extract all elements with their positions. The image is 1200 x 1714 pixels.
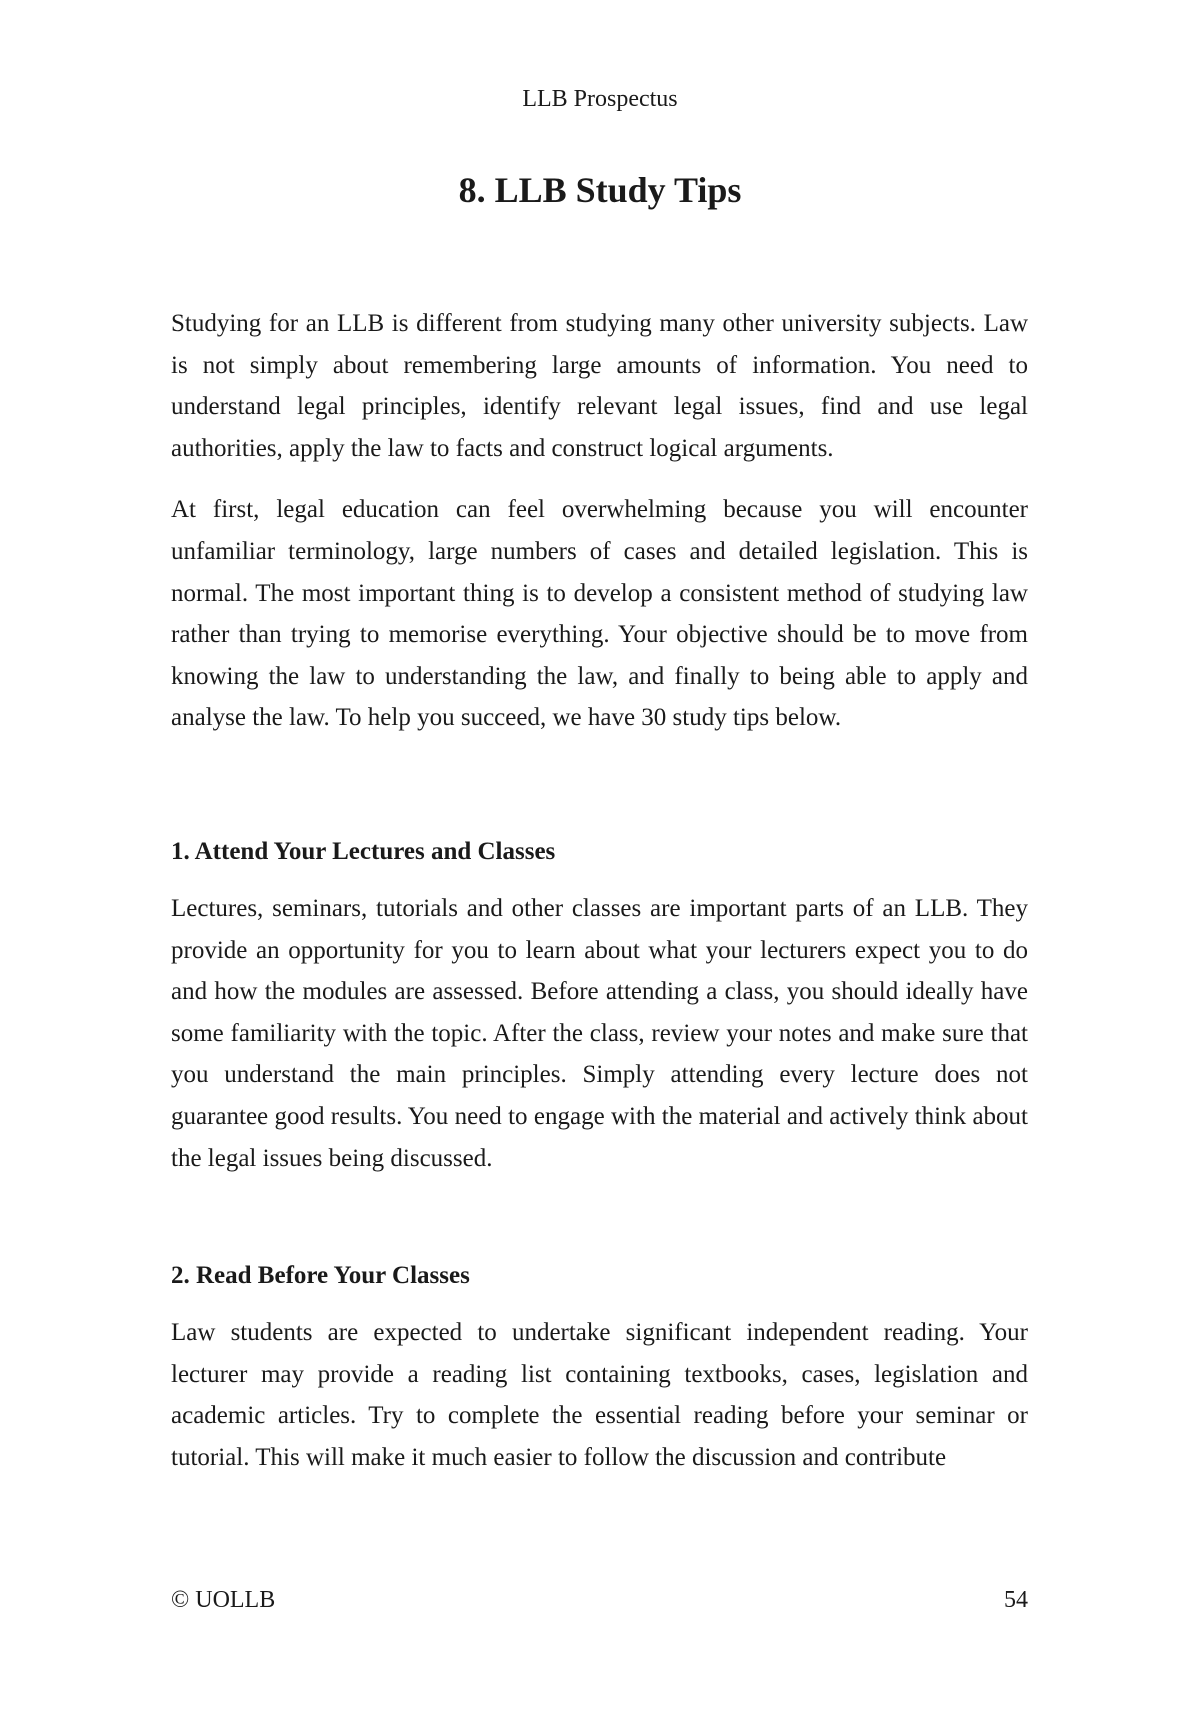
- section-heading: 1. Attend Your Lectures and Classes: [171, 837, 556, 865]
- intro: [171, 303, 1028, 739]
- footer-copyright: © UOLLB: [171, 1587, 276, 1613]
- intro-paragraph: Studying for an LLB is different from studying many other university subjects. Law is not simply about remembering large amounts of information. You need to understand legal principles, identify relevant legal issues, find and use legal authorities, apply the law to facts and construct logical arguments.: [171, 310, 1028, 462]
- section-paragraph: Lectures, seminars, tutorials and other classes are important parts of an LLB. They provide an opportunity for you to learn about what your lecturers expect you to do and how the modules are assessed. Before attending a class, you should ideally have some familiarity with the topic. After the class, review your notes and make sure that you understand the main principles. Simply attending every lecture does not guarantee good results. You need to engage with the material and actively think about the legal issues being discussed.: [171, 894, 1028, 1172]
- section-paragraph: Law students are expected to undertake significant independent reading. Your lecturer may provide a reading list containing textbooks, cases, legislation and academic articles. Try to complete the essential reading before your seminar or tutorial. This will make it much easier to follow the discussion and contribute: [171, 1319, 1028, 1471]
- running-header: LLB Prospectus: [522, 86, 678, 112]
- chapter-title: 8. LLB Study Tips: [458, 170, 742, 210]
- section-read-before-classes: [171, 1258, 1028, 1478]
- body-text: [171, 303, 1028, 1478]
- page-number: 54: [1004, 1587, 1028, 1613]
- section-attend-lectures: [171, 834, 1028, 1179]
- intro-paragraph: At first, legal education can feel overwhelming because you will encounter unfamiliar terminology, large numbers of cases and detailed legislation. This is normal. The most important thing is to develop a consistent method of studying law rather than trying to memorise everything. Your objective should be to move from knowing the law to understanding the law, and finally to being able to apply and analyse the law. To help you succeed, we have 30 study tips below.: [171, 496, 1028, 732]
- section-heading: 2. Read Before Your Classes: [171, 1262, 470, 1290]
